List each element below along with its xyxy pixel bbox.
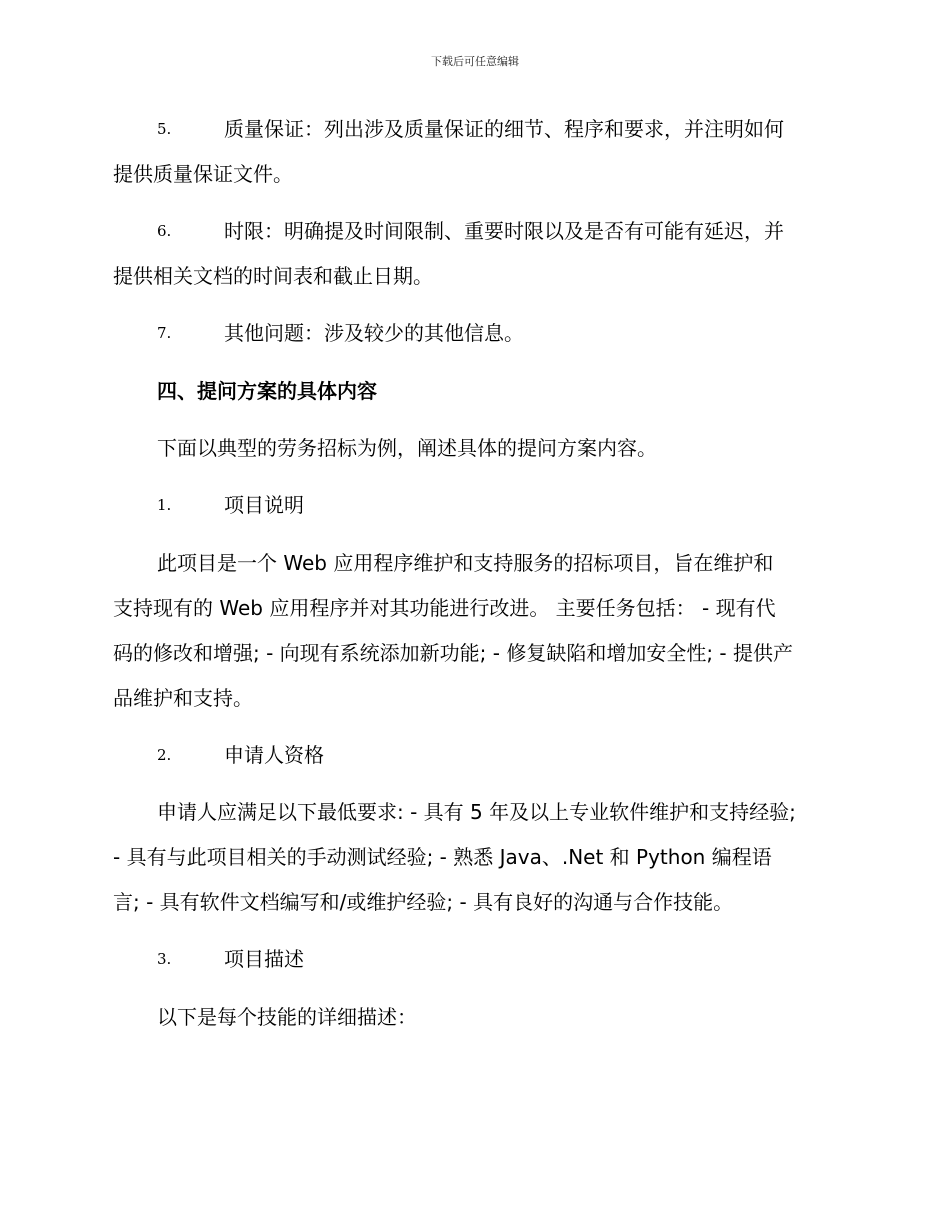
intro-paragraph: 下面以典型的劳务招标为例，阐述具体的提问方案内容。 <box>157 436 657 460</box>
subsection-number: 2. <box>157 746 172 764</box>
subsection-number: 1. <box>157 496 172 514</box>
paragraph-line: 言; - 具有软件文档编写和/或维护经验; - 具有良好的沟通与合作技能。 <box>113 890 734 914</box>
list-number: 6. <box>157 222 172 240</box>
paragraph-line: - 具有与此项目相关的手动测试经验; - 熟悉 Java、.Net 和 Python 编程语 <box>113 845 772 869</box>
section-heading: 四、提问方案的具体内容 <box>157 379 377 403</box>
paragraph-line: 品维护和支持。 <box>113 686 253 710</box>
subsection-title: 项目说明 <box>224 493 304 517</box>
paragraph-line: 此项目是一个 Web 应用程序维护和支持服务的招标项目，旨在维护和 <box>157 551 774 575</box>
paragraph-line: 支持现有的 Web 应用程序并对其功能进行改进。 主要任务包括： - 现有代 <box>113 596 776 620</box>
page-header: 下载后可任意编辑 <box>431 55 519 68</box>
subsection-number: 3. <box>157 950 172 968</box>
list-number: 5. <box>157 120 172 138</box>
subsection-title: 申请人资格 <box>224 743 324 767</box>
list-item-text-continued: 提供相关文档的时间表和截止日期。 <box>113 264 433 288</box>
paragraph-line: 以下是每个技能的详细描述： <box>157 1005 417 1029</box>
paragraph-line: 码的修改和增强; - 向现有系统添加新功能; - 修复缺陷和增加安全性; - 提供产 <box>113 641 794 665</box>
list-item-text: 其他问题：涉及较少的其他信息。 <box>224 321 524 345</box>
list-number: 7. <box>157 324 172 342</box>
list-item-text: 时限：明确提及时间限制、重要时限以及是否有可能有延迟，并 <box>224 219 784 243</box>
list-item-text: 质量保证：列出涉及质量保证的细节、程序和要求，并注明如何 <box>224 117 784 141</box>
subsection-title: 项目描述 <box>224 947 304 971</box>
list-item-text-continued: 提供质量保证文件。 <box>113 162 293 186</box>
paragraph-line: 申请人应满足以下最低要求: - 具有 5 年及以上专业软件维护和支持经验; <box>157 800 796 824</box>
